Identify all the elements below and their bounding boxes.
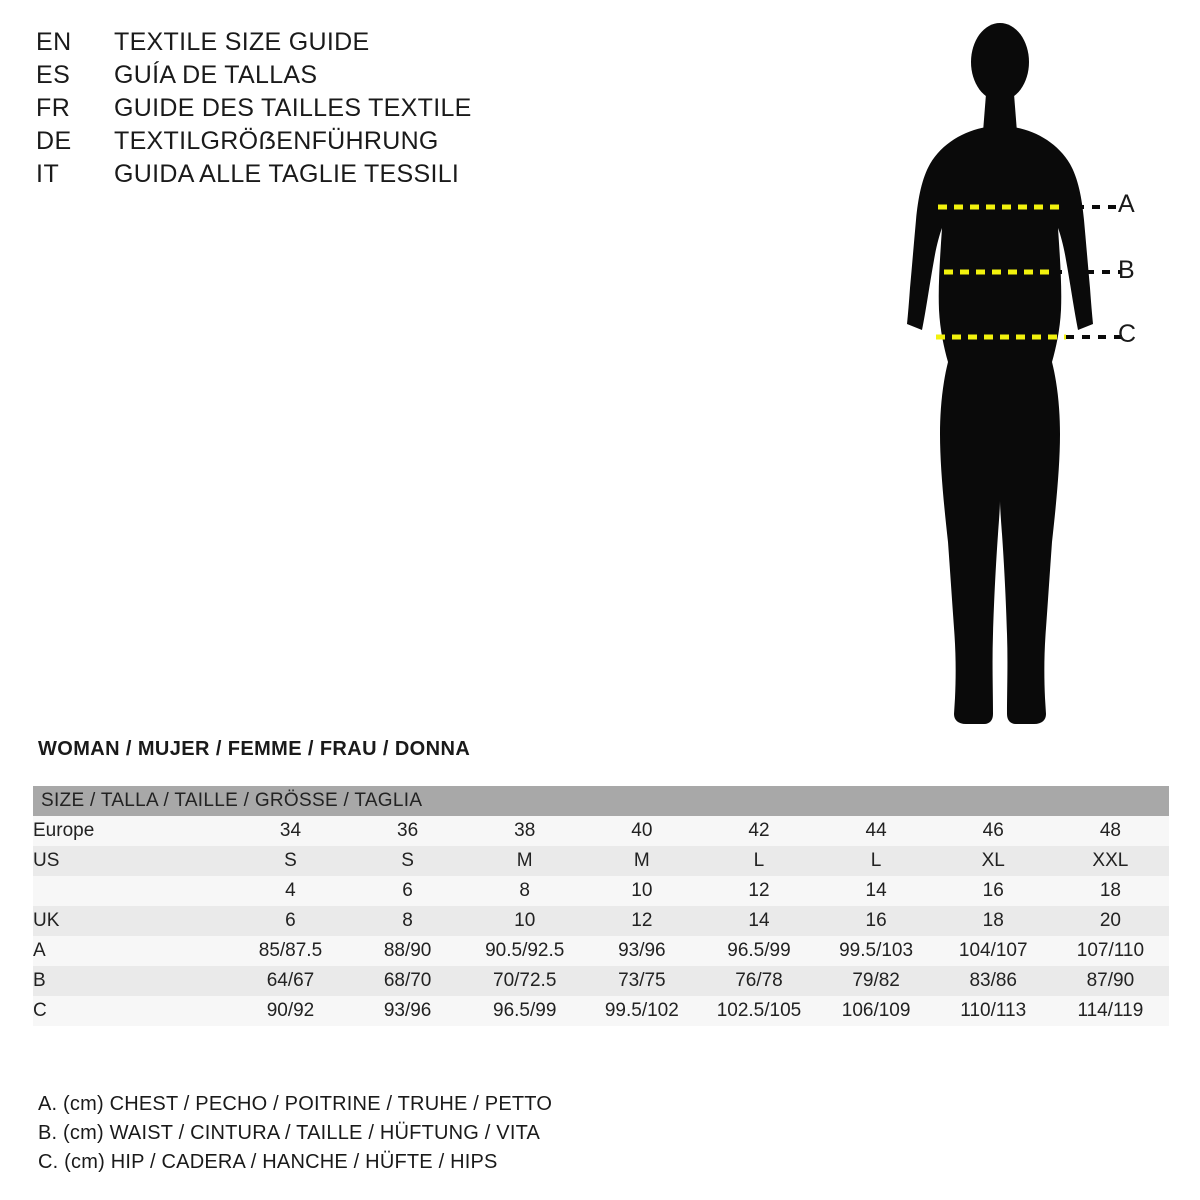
cell-europe-2: 38 bbox=[466, 816, 583, 846]
cell-c-0: 90/92 bbox=[232, 996, 349, 1026]
cell-us-5: L bbox=[818, 846, 935, 876]
table-row bbox=[33, 846, 1169, 876]
cell-uk-5: 16 bbox=[818, 906, 935, 936]
cell-a-3: 93/96 bbox=[583, 936, 700, 966]
cell-uk-2: 10 bbox=[466, 906, 583, 936]
measurement-marker-labels bbox=[1118, 0, 1188, 400]
cell-c-3: 99.5/102 bbox=[583, 996, 700, 1026]
table-row bbox=[33, 816, 1169, 846]
table-row bbox=[33, 936, 1169, 966]
measurement-legend bbox=[38, 1090, 738, 1177]
cell-b-4: 76/78 bbox=[700, 966, 817, 996]
marker-label-a: A bbox=[1118, 190, 1135, 218]
language-row bbox=[36, 160, 596, 193]
cell-a-5: 99.5/103 bbox=[818, 936, 935, 966]
cell-usnum-4: 12 bbox=[700, 876, 817, 906]
row-label-us-numeric bbox=[33, 876, 232, 906]
cell-uk-0: 6 bbox=[232, 906, 349, 936]
cell-b-5: 79/82 bbox=[818, 966, 935, 996]
footnote-hip: C. (cm) HIP / CADERA / HANCHE / HÜFTE / HIPS bbox=[38, 1151, 498, 1173]
cell-us-2: M bbox=[466, 846, 583, 876]
language-code: DE bbox=[36, 127, 72, 155]
cell-b-3: 73/75 bbox=[583, 966, 700, 996]
row-label-c: C bbox=[33, 996, 232, 1026]
cell-europe-7: 48 bbox=[1052, 816, 1169, 846]
cell-us-4: L bbox=[700, 846, 817, 876]
language-code: EN bbox=[36, 28, 72, 56]
cell-us-6: XL bbox=[935, 846, 1052, 876]
cell-b-2: 70/72.5 bbox=[466, 966, 583, 996]
cell-us-1: S bbox=[349, 846, 466, 876]
cell-c-5: 106/109 bbox=[818, 996, 935, 1026]
table-row bbox=[33, 966, 1169, 996]
language-code: ES bbox=[36, 61, 71, 89]
cell-c-2: 96.5/99 bbox=[466, 996, 583, 1026]
language-title: GUÍA DE TALLAS bbox=[114, 61, 318, 89]
cell-a-4: 96.5/99 bbox=[700, 936, 817, 966]
row-label-europe: Europe bbox=[33, 816, 232, 846]
marker-label-b: B bbox=[1118, 256, 1135, 284]
size-table bbox=[33, 786, 1169, 1026]
cell-europe-5: 44 bbox=[818, 816, 935, 846]
language-title: TEXTILE SIZE GUIDE bbox=[114, 28, 370, 56]
language-row bbox=[36, 28, 596, 61]
table-row bbox=[33, 876, 1169, 906]
cell-a-6: 104/107 bbox=[935, 936, 1052, 966]
cell-usnum-1: 6 bbox=[349, 876, 466, 906]
section-heading-woman: WOMAN / MUJER / FEMME / FRAU / DONNA bbox=[38, 738, 471, 760]
cell-uk-4: 14 bbox=[700, 906, 817, 936]
cell-uk-1: 8 bbox=[349, 906, 466, 936]
language-code: IT bbox=[36, 160, 60, 188]
cell-c-1: 93/96 bbox=[349, 996, 466, 1026]
cell-usnum-6: 16 bbox=[935, 876, 1052, 906]
footnote-chest: A. (cm) CHEST / PECHO / POITRINE / TRUHE / PETTO bbox=[38, 1093, 553, 1115]
cell-europe-4: 42 bbox=[700, 816, 817, 846]
language-title-block bbox=[36, 28, 596, 193]
cell-a-7: 107/110 bbox=[1052, 936, 1169, 966]
cell-b-6: 83/86 bbox=[935, 966, 1052, 996]
cell-usnum-2: 8 bbox=[466, 876, 583, 906]
cell-us-0: S bbox=[232, 846, 349, 876]
language-title: GUIDE DES TAILLES TEXTILE bbox=[114, 94, 472, 122]
cell-c-6: 110/113 bbox=[935, 996, 1052, 1026]
cell-us-3: M bbox=[583, 846, 700, 876]
cell-c-7: 114/119 bbox=[1052, 996, 1169, 1026]
cell-a-1: 88/90 bbox=[349, 936, 466, 966]
language-row bbox=[36, 61, 596, 94]
cell-b-7: 87/90 bbox=[1052, 966, 1169, 996]
cell-uk-3: 12 bbox=[583, 906, 700, 936]
table-header-label: SIZE / TALLA / TAILLE / GRÖSSE / TAGLIA bbox=[33, 786, 1169, 816]
cell-uk-7: 20 bbox=[1052, 906, 1169, 936]
language-title: TEXTILGRÖẞENFÜHRUNG bbox=[114, 127, 439, 155]
table-row bbox=[33, 996, 1169, 1026]
cell-b-1: 68/70 bbox=[349, 966, 466, 996]
cell-europe-3: 40 bbox=[583, 816, 700, 846]
language-code: FR bbox=[36, 94, 71, 122]
cell-c-4: 102.5/105 bbox=[700, 996, 817, 1026]
cell-usnum-3: 10 bbox=[583, 876, 700, 906]
cell-uk-6: 18 bbox=[935, 906, 1052, 936]
language-row bbox=[36, 127, 596, 160]
cell-a-0: 85/87.5 bbox=[232, 936, 349, 966]
cell-us-7: XXL bbox=[1052, 846, 1169, 876]
cell-b-0: 64/67 bbox=[232, 966, 349, 996]
cell-usnum-5: 14 bbox=[818, 876, 935, 906]
language-row bbox=[36, 94, 596, 127]
cell-usnum-0: 4 bbox=[232, 876, 349, 906]
cell-europe-0: 34 bbox=[232, 816, 349, 846]
row-label-b: B bbox=[33, 966, 232, 996]
language-title: GUIDA ALLE TAGLIE TESSILI bbox=[114, 160, 460, 188]
silhouette-icon bbox=[907, 23, 1093, 724]
row-label-uk: UK bbox=[33, 906, 232, 936]
footnote-waist: B. (cm) WAIST / CINTURA / TAILLE / HÜFTUNG / VITA bbox=[38, 1122, 541, 1144]
cell-a-2: 90.5/92.5 bbox=[466, 936, 583, 966]
table-row bbox=[33, 906, 1169, 936]
table-header-row bbox=[33, 786, 1169, 816]
row-label-us: US bbox=[33, 846, 232, 876]
cell-europe-6: 46 bbox=[935, 816, 1052, 846]
cell-usnum-7: 18 bbox=[1052, 876, 1169, 906]
cell-europe-1: 36 bbox=[349, 816, 466, 846]
marker-label-c: C bbox=[1118, 320, 1137, 348]
row-label-a: A bbox=[33, 936, 232, 966]
